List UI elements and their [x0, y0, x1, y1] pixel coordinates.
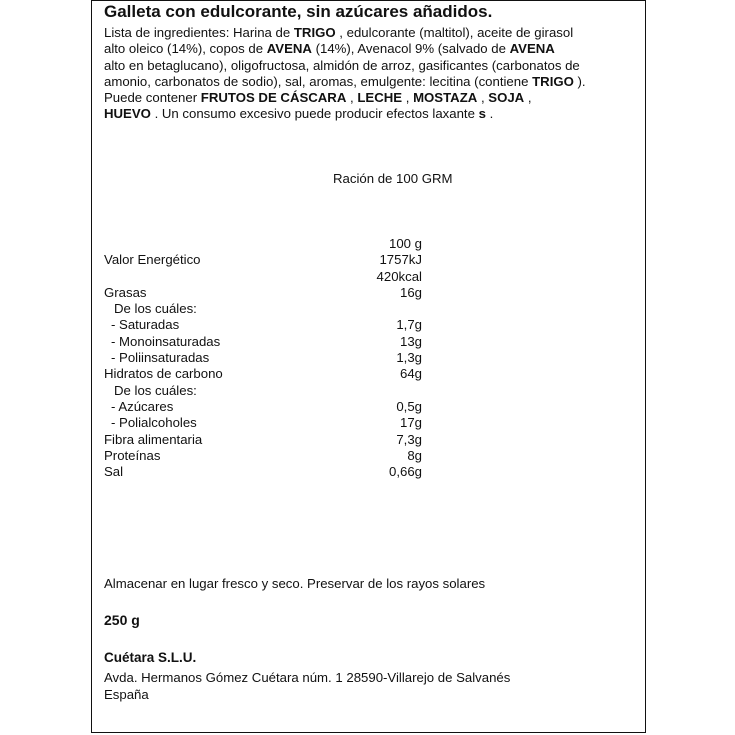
- ingredient-text: .: [485, 106, 494, 122]
- nutrient-name: De los cuáles:: [114, 301, 197, 317]
- nutrient-value: 0,5g: [396, 398, 422, 414]
- ingredient-text: ,: [477, 90, 489, 106]
- nutrition-row: [104, 448, 444, 464]
- nutrient-value: 7,3g: [396, 431, 422, 447]
- nutrition-row: [104, 399, 444, 415]
- ingredient-text: alto en betaglucano), oligofructosa, almidón de arroz, gasificantes (carbonatos de: [104, 57, 580, 73]
- nutrient-value: 16g: [399, 284, 422, 300]
- nutrition-row: [104, 236, 444, 252]
- allergen-text: LECHE: [357, 90, 403, 106]
- ingredients-line: [104, 74, 624, 90]
- nutrient-name: Fibra alimentaria: [104, 431, 203, 447]
- allergen-text: FRUTOS DE CÁSCARA: [200, 90, 347, 106]
- ingredients-line: [104, 58, 624, 74]
- nutrition-row: [104, 269, 444, 285]
- ingredients-line: [104, 90, 624, 106]
- ingredients-line: [104, 25, 624, 41]
- nutrient-value: 17g: [399, 415, 422, 431]
- nutrient-name: - Saturadas: [111, 317, 180, 333]
- nutrition-row: [104, 464, 444, 480]
- nutrient-value: 0,66g: [388, 464, 422, 480]
- nutrient-value: 13g: [399, 333, 422, 349]
- nutrition-row: [104, 317, 444, 333]
- nutrition-row: [104, 334, 444, 350]
- nutrient-value: 1757kJ: [379, 252, 422, 268]
- nutrient-value: 420kcal: [376, 268, 422, 284]
- nutrient-name: Grasas: [104, 284, 147, 300]
- nutrient-name: - Azúcares: [111, 398, 174, 414]
- storage-instructions: Almacenar en lugar fresco y seco. Preservar de los rayos solares: [104, 576, 486, 591]
- ingredient-text: ,: [402, 90, 414, 106]
- allergen-text: AVENA: [266, 41, 312, 57]
- nutrient-value: 1,3g: [396, 350, 422, 366]
- nutrition-row: [104, 383, 444, 399]
- nutrition-row: [104, 366, 444, 382]
- ingredient-text: ).: [573, 73, 586, 89]
- nutrient-name: Valor Energético: [104, 252, 201, 268]
- allergen-text: TRIGO: [532, 73, 574, 89]
- nutrient-value: 8g: [407, 447, 422, 463]
- nutrition-row: [104, 285, 444, 301]
- nutrition-row: [104, 415, 444, 431]
- address-line: Avda. Hermanos Gómez Cuétara núm. 1 28590-Villarejo de Salvanés: [104, 670, 511, 685]
- ingredients-line: [104, 106, 624, 122]
- nutrient-name: Hidratos de carbono: [104, 366, 223, 382]
- ingredients-line: [104, 41, 624, 57]
- serving-label: Ración de 100 GRM: [333, 171, 453, 186]
- product-title: Galleta con edulcorante, sin azúcares añadidos.: [104, 2, 493, 21]
- nutrient-value: 64g: [399, 366, 422, 382]
- nutrient-name: Proteínas: [104, 447, 161, 463]
- nutrient-name: Sal: [104, 464, 124, 480]
- ingredient-text: ,: [524, 90, 532, 106]
- allergen-text: AVENA: [509, 41, 555, 57]
- ingredient-text: (14%), Avenacol 9% (salvado de: [311, 41, 510, 57]
- nutrient-name: - Monoinsaturadas: [111, 333, 221, 349]
- net-weight: 250 g: [104, 612, 140, 628]
- manufacturer-name: Cuétara S.L.U.: [104, 650, 197, 665]
- ingredient-text: Lista de ingredientes: Harina de: [104, 25, 294, 40]
- ingredient-text: . Un consumo excesivo puede producir efectos laxante: [150, 106, 479, 122]
- ingredient-text: ,: [346, 90, 358, 106]
- nutrition-row: [104, 432, 444, 448]
- allergen-text: TRIGO: [293, 25, 336, 40]
- nutrient-name: - Poliinsaturadas: [111, 350, 210, 366]
- nutrition-table: [104, 236, 444, 480]
- address-country: España: [104, 686, 149, 702]
- allergen-text: s: [478, 106, 486, 122]
- ingredient-text: alto oleico (14%), copos de: [104, 41, 267, 57]
- manufacturer-address: [104, 670, 510, 703]
- allergen-text: MOSTAZA: [413, 90, 478, 106]
- allergen-text: HUEVO: [104, 106, 151, 122]
- ingredient-text: amonio, carbonatos de sodio), sal, aromas, emulgente: lecitina (contiene: [104, 73, 533, 89]
- nutrition-row: [104, 350, 444, 366]
- ingredient-text: Puede contener: [104, 90, 201, 106]
- nutrient-value: 100 g: [388, 236, 422, 251]
- nutrition-row: [104, 252, 444, 268]
- ingredients-list: [104, 25, 624, 123]
- ingredient-text: , edulcorante (maltitol), aceite de girasol: [335, 25, 574, 40]
- allergen-text: SOJA: [488, 90, 525, 106]
- nutrient-value: 1,7g: [396, 317, 422, 333]
- nutrient-name: De los cuáles:: [114, 382, 197, 398]
- nutrition-row: [104, 301, 444, 317]
- nutrient-name: - Polialcoholes: [111, 415, 197, 431]
